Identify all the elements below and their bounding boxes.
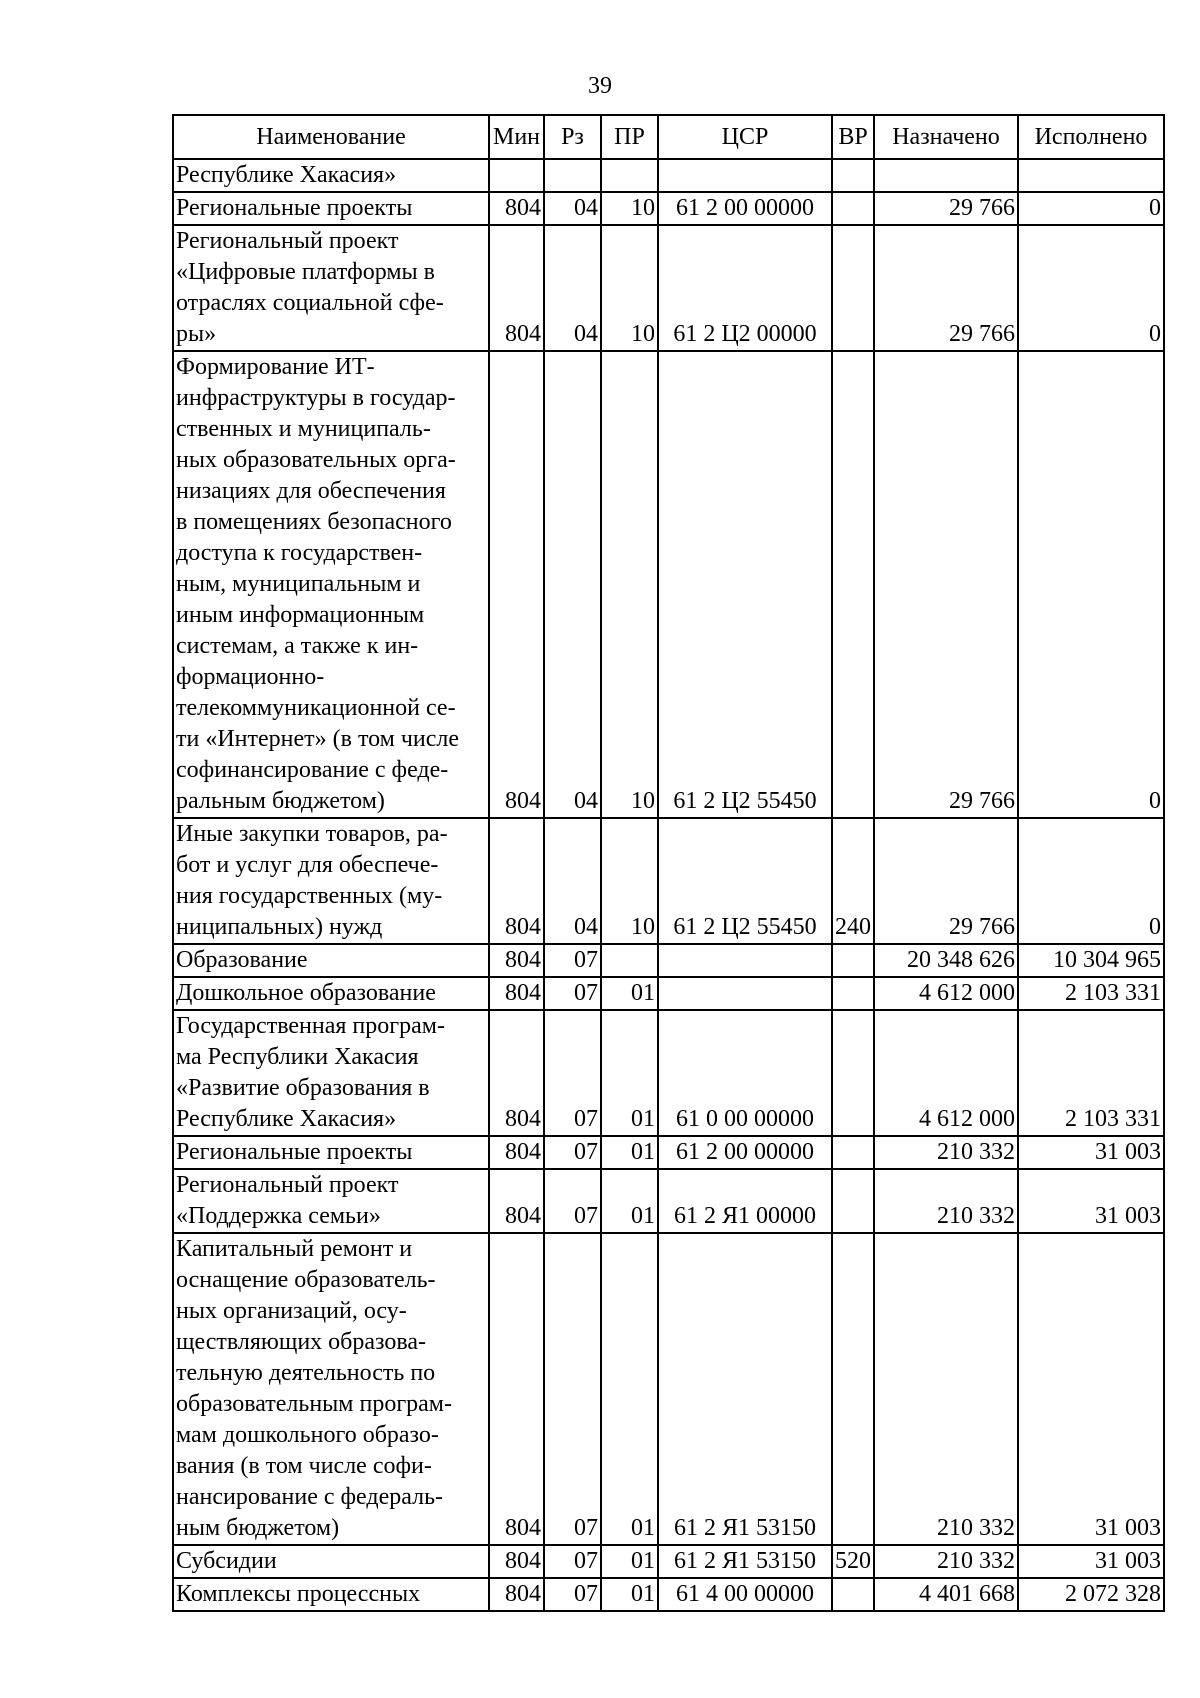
header-assigned: Назначено <box>874 115 1018 159</box>
cell-vr <box>832 351 874 818</box>
cell-rz: 04 <box>544 225 601 351</box>
cell-name-line: Иные закупки товаров, ра- <box>176 821 448 847</box>
cell-name-line: «Поддержка семьи» <box>176 1203 381 1229</box>
cell-name-line: бот и услуг для обеспече- <box>176 852 439 878</box>
cell-name-line: телекоммуникационной се- <box>176 695 456 721</box>
cell-pr: 10 <box>601 225 658 351</box>
cell-pr <box>601 159 658 192</box>
cell-assigned: 210 332 <box>874 1545 1018 1578</box>
cell-executed: 0 <box>1018 351 1164 818</box>
cell-assigned: 210 332 <box>874 1136 1018 1169</box>
cell-min: 804 <box>489 944 544 977</box>
table-row <box>173 225 1164 351</box>
header-min: Мин <box>489 115 544 159</box>
cell-pr: 10 <box>601 192 658 225</box>
table-row <box>173 1545 1164 1578</box>
cell-min: 804 <box>489 351 544 818</box>
cell-assigned: 29 766 <box>874 225 1018 351</box>
cell-vr: 240 <box>832 818 874 944</box>
cell-vr <box>832 225 874 351</box>
cell-vr: 520 <box>832 1545 874 1578</box>
cell-min: 804 <box>489 1010 544 1136</box>
cell-vr <box>832 1578 874 1611</box>
cell-rz: 07 <box>544 1136 601 1169</box>
table-row <box>173 1578 1164 1611</box>
cell-assigned: 4 612 000 <box>874 1010 1018 1136</box>
table-row <box>173 818 1164 944</box>
cell-name-line: тельную деятельность по <box>176 1360 436 1386</box>
cell-rz: 07 <box>544 1010 601 1136</box>
cell-assigned: 4 401 668 <box>874 1578 1018 1611</box>
cell-name-line: системам, а также к ин- <box>176 633 419 659</box>
cell-name <box>173 159 489 192</box>
cell-min: 804 <box>489 977 544 1010</box>
cell-name-line: ти «Интернет» (в том числе <box>176 726 460 752</box>
cell-assigned: 210 332 <box>874 1233 1018 1545</box>
cell-pr: 01 <box>601 977 658 1010</box>
cell-csr: 61 2 00 00000 <box>658 1136 832 1169</box>
cell-name <box>173 977 489 1010</box>
table-row <box>173 977 1164 1010</box>
cell-min: 804 <box>489 192 544 225</box>
header-rz: Рз <box>544 115 601 159</box>
cell-rz: 07 <box>544 1545 601 1578</box>
cell-name-line: доступа к государствен- <box>176 540 423 566</box>
cell-pr: 01 <box>601 1010 658 1136</box>
cell-csr: 61 0 00 00000 <box>658 1010 832 1136</box>
table-row <box>173 1136 1164 1169</box>
cell-csr: 61 2 00 00000 <box>658 192 832 225</box>
cell-assigned: 29 766 <box>874 192 1018 225</box>
table-row <box>173 159 1164 192</box>
cell-name-line: вания (в том числе софи- <box>176 1453 432 1479</box>
cell-name-line: Формирование ИТ- <box>176 354 375 380</box>
cell-name-line: нансирование с федераль- <box>176 1484 444 1510</box>
cell-vr <box>832 1169 874 1233</box>
cell-executed: 10 304 965 <box>1018 944 1164 977</box>
cell-csr: 61 4 00 00000 <box>658 1578 832 1611</box>
cell-name-line: низациях для обеспечения <box>176 478 446 504</box>
cell-min: 804 <box>489 225 544 351</box>
header-executed: Исполнено <box>1018 115 1164 159</box>
cell-pr: 01 <box>601 1233 658 1545</box>
cell-executed: 0 <box>1018 818 1164 944</box>
cell-name-line: «Цифровые платформы в <box>176 259 436 285</box>
cell-executed: 0 <box>1018 192 1164 225</box>
table-row <box>173 1233 1164 1545</box>
cell-name-line: ных организаций, осу- <box>176 1298 407 1324</box>
cell-name-line: софинансирование с феде- <box>176 757 449 783</box>
cell-pr: 01 <box>601 1545 658 1578</box>
cell-name-line: Субсидии <box>176 1548 277 1574</box>
cell-pr <box>601 944 658 977</box>
table-row <box>173 192 1164 225</box>
cell-vr <box>832 1233 874 1545</box>
cell-csr: 61 2 Я1 00000 <box>658 1169 832 1233</box>
cell-rz: 07 <box>544 1233 601 1545</box>
cell-min: 804 <box>489 1578 544 1611</box>
cell-min <box>489 159 544 192</box>
cell-pr: 10 <box>601 818 658 944</box>
cell-name-line: Региональные проекты <box>176 1139 413 1165</box>
cell-rz <box>544 159 601 192</box>
cell-executed: 31 003 <box>1018 1233 1164 1545</box>
cell-rz: 07 <box>544 1169 601 1233</box>
cell-executed: 2 103 331 <box>1018 977 1164 1010</box>
header-vr: ВР <box>832 115 874 159</box>
cell-assigned <box>874 159 1018 192</box>
budget-table <box>172 114 1165 1612</box>
cell-executed: 31 003 <box>1018 1545 1164 1578</box>
table-row <box>173 1169 1164 1233</box>
cell-name <box>173 818 489 944</box>
cell-vr <box>832 1136 874 1169</box>
cell-name-line: Дошкольное образование <box>176 980 436 1006</box>
cell-min: 804 <box>489 818 544 944</box>
cell-csr: 61 2 Ц2 55450 <box>658 818 832 944</box>
cell-pr: 01 <box>601 1169 658 1233</box>
cell-name-line: Образование <box>176 947 308 973</box>
cell-name-line: ным бюджетом) <box>176 1515 340 1541</box>
cell-assigned: 20 348 626 <box>874 944 1018 977</box>
cell-name-line: Региональный проект <box>176 228 399 254</box>
cell-pr: 01 <box>601 1136 658 1169</box>
header-pr: ПР <box>601 115 658 159</box>
cell-name-line: ным, муниципальным и <box>176 571 421 597</box>
cell-name-line: образовательным програм- <box>176 1391 452 1417</box>
cell-name-line: ниципальных) нужд <box>176 914 383 940</box>
cell-min: 804 <box>489 1136 544 1169</box>
table-body <box>173 159 1164 1611</box>
cell-rz: 04 <box>544 192 601 225</box>
cell-name-line: Региональный проект <box>176 1172 399 1198</box>
cell-name-line: ния государственных (му- <box>176 883 443 909</box>
cell-name <box>173 1233 489 1545</box>
cell-vr <box>832 1010 874 1136</box>
header-name: Наименование <box>173 115 489 159</box>
cell-name <box>173 944 489 977</box>
cell-name <box>173 1578 489 1611</box>
cell-pr: 01 <box>601 1578 658 1611</box>
cell-rz: 04 <box>544 351 601 818</box>
cell-name-line: инфраструктуры в государ- <box>176 385 456 411</box>
cell-min: 804 <box>489 1169 544 1233</box>
cell-assigned: 4 612 000 <box>874 977 1018 1010</box>
cell-executed: 31 003 <box>1018 1136 1164 1169</box>
page-number: 39 <box>588 73 612 99</box>
cell-name-line: Республике Хакасия» <box>176 1106 397 1132</box>
header-row <box>173 115 1164 159</box>
cell-name <box>173 351 489 818</box>
cell-executed: 2 072 328 <box>1018 1578 1164 1611</box>
cell-name-line: Республике Хакасия» <box>176 162 397 188</box>
cell-name-line: ных образовательных орга- <box>176 447 456 473</box>
cell-csr <box>658 977 832 1010</box>
cell-rz: 07 <box>544 944 601 977</box>
cell-name-line: оснащение образователь- <box>176 1267 436 1293</box>
cell-min: 804 <box>489 1233 544 1545</box>
cell-name-line: ры» <box>176 321 217 347</box>
cell-name-line: в помещениях безопасного <box>176 509 452 535</box>
table-header <box>173 115 1164 159</box>
cell-name <box>173 192 489 225</box>
cell-csr: 61 2 Ц2 00000 <box>658 225 832 351</box>
cell-csr: 61 2 Я1 53150 <box>658 1233 832 1545</box>
cell-vr <box>832 159 874 192</box>
cell-assigned: 210 332 <box>874 1169 1018 1233</box>
cell-name-line: формационно- <box>176 664 325 690</box>
cell-vr <box>832 977 874 1010</box>
cell-name-line: иным информационным <box>176 602 425 628</box>
cell-name <box>173 225 489 351</box>
cell-min: 804 <box>489 1545 544 1578</box>
cell-assigned: 29 766 <box>874 351 1018 818</box>
cell-name <box>173 1010 489 1136</box>
cell-rz: 07 <box>544 1578 601 1611</box>
cell-vr <box>832 944 874 977</box>
cell-csr: 61 2 Ц2 55450 <box>658 351 832 818</box>
header-csr: ЦСР <box>658 115 832 159</box>
cell-executed <box>1018 159 1164 192</box>
cell-vr <box>832 192 874 225</box>
cell-executed: 2 103 331 <box>1018 1010 1164 1136</box>
table-row <box>173 944 1164 977</box>
table-row <box>173 351 1164 818</box>
cell-name-line: ма Республики Хакасия <box>176 1044 419 1070</box>
cell-csr <box>658 159 832 192</box>
cell-name-line: Государственная програм- <box>176 1013 445 1039</box>
cell-pr: 10 <box>601 351 658 818</box>
cell-name-line: ральным бюджетом) <box>176 788 385 814</box>
cell-name-line: ственных и муниципаль- <box>176 416 431 442</box>
cell-name-line: мам дошкольного образо- <box>176 1422 439 1448</box>
cell-rz: 07 <box>544 977 601 1010</box>
cell-name-line: Капитальный ремонт и <box>176 1236 413 1262</box>
cell-name-line: Комплексы процессных <box>176 1581 421 1607</box>
cell-executed: 31 003 <box>1018 1169 1164 1233</box>
cell-executed: 0 <box>1018 225 1164 351</box>
cell-assigned: 29 766 <box>874 818 1018 944</box>
cell-rz: 04 <box>544 818 601 944</box>
table-row <box>173 1010 1164 1136</box>
cell-name-line: отраслях социальной сфе- <box>176 290 444 316</box>
cell-name <box>173 1169 489 1233</box>
cell-name-line: Региональные проекты <box>176 195 413 221</box>
cell-csr: 61 2 Я1 53150 <box>658 1545 832 1578</box>
cell-csr <box>658 944 832 977</box>
cell-name <box>173 1136 489 1169</box>
cell-name-line: ществляющих образова- <box>176 1329 427 1355</box>
cell-name <box>173 1545 489 1578</box>
cell-name-line: «Развитие образования в <box>176 1075 430 1101</box>
